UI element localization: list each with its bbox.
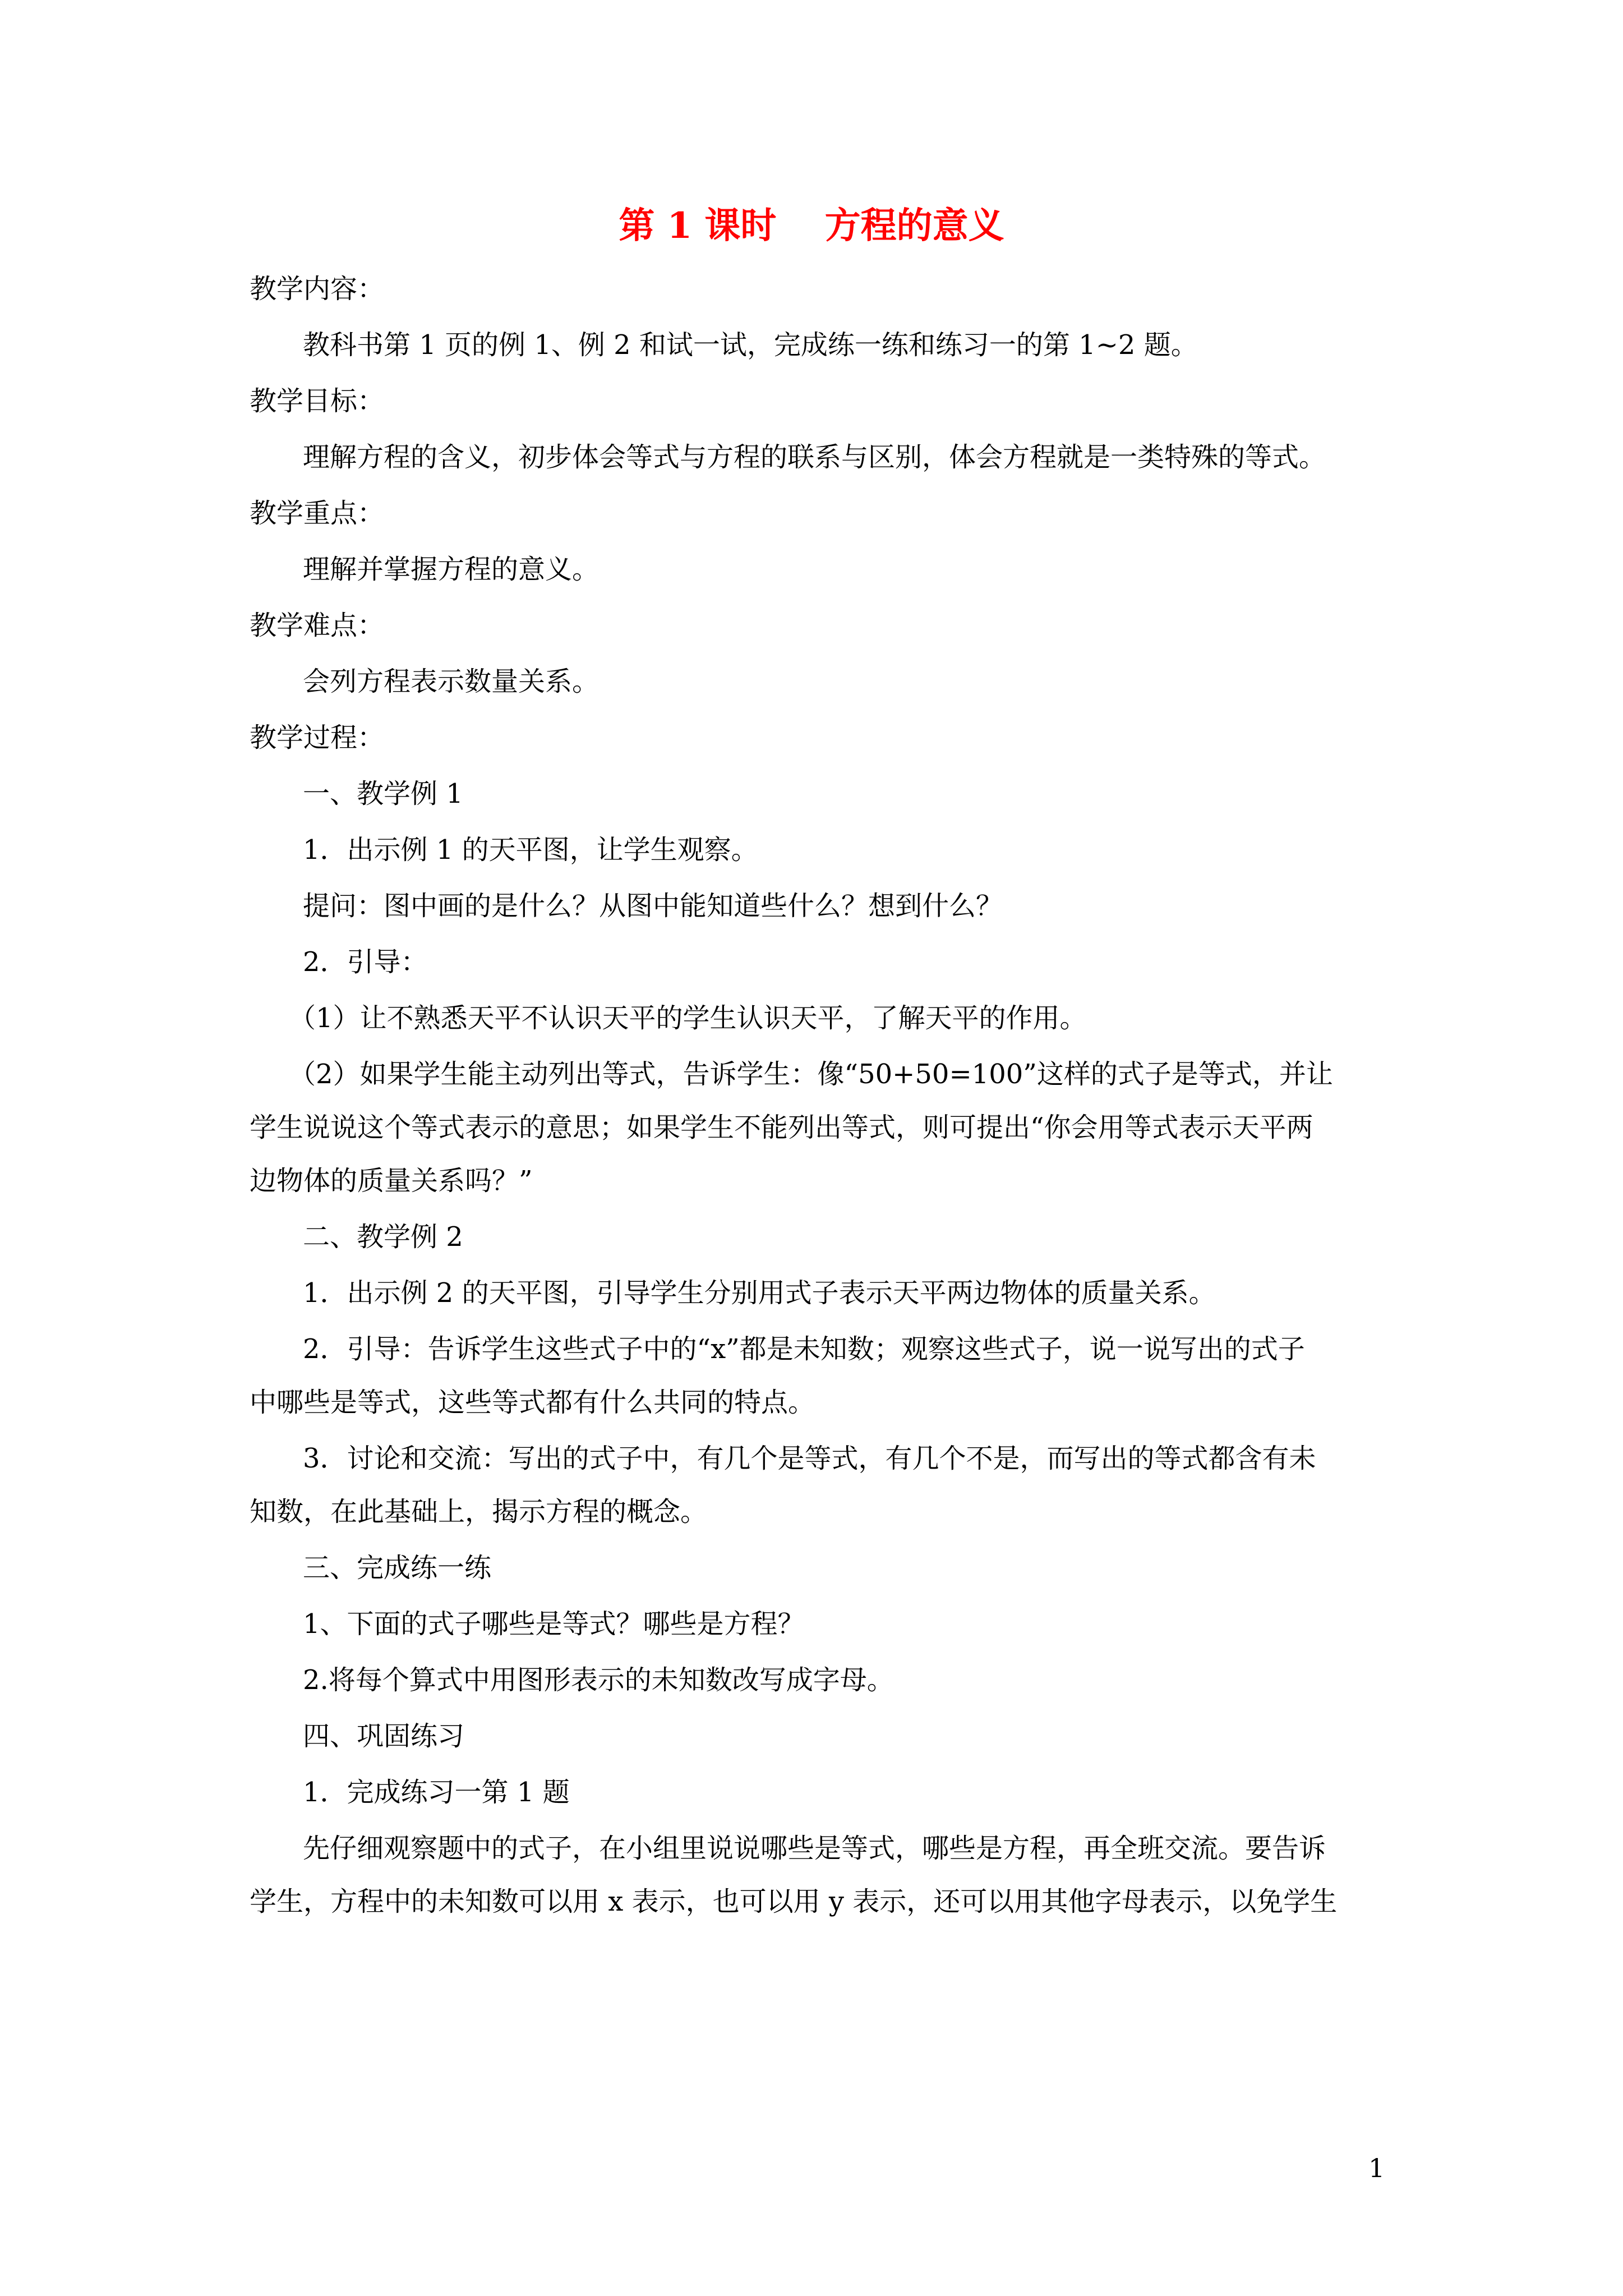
part3-heading: 三、完成练一练: [303, 1552, 492, 1584]
part4-item1: 1．完成练习一第 1 题: [303, 1777, 570, 1808]
process-heading: 教学过程：: [250, 722, 385, 753]
difficulty-heading: 教学难点：: [250, 610, 385, 641]
key-text: 理解并掌握方程的意义。: [303, 554, 600, 585]
part1-heading: 一、教学例 1: [303, 778, 463, 809]
part1-sub1: （1）让不熟悉天平不认识天平的学生认识天平，了解天平的作用。: [289, 1002, 1087, 1034]
part3-item1: 1、下面的式子哪些是等式？哪些是方程？: [303, 1608, 805, 1640]
part1-item2: 2．引导：: [303, 946, 428, 978]
part1-sub2-line2: 学生说说这个等式表示的意思；如果学生不能列出等式，则可提出“你会用等式表示天平两: [250, 1112, 1313, 1143]
content-heading: 教学内容：: [250, 273, 385, 305]
part2-item2-line2: 中哪些是等式，这些等式都有什么共同的特点。: [250, 1387, 815, 1418]
part1-sub2-line3: 边物体的质量关系吗？”: [250, 1165, 533, 1197]
part4-heading: 四、巩固练习: [303, 1720, 465, 1752]
difficulty-text: 会列方程表示数量关系。: [303, 666, 600, 697]
content-text: 教科书第 1 页的例 1、例 2 和试一试，完成练一练和练习一的第 1~2 题。: [303, 329, 1198, 361]
part2-item3-line1: 3．讨论和交流：写出的式子中，有几个是等式，有几个不是，而写出的等式都含有未: [303, 1443, 1316, 1474]
page-number: 1: [1368, 2153, 1385, 2183]
part2-item1: 1．出示例 2 的天平图，引导学生分别用式子表示天平两边物体的质量关系。: [303, 1277, 1216, 1309]
key-heading: 教学重点：: [250, 498, 385, 529]
goal-text: 理解方程的含义，初步体会等式与方程的联系与区别，体会方程就是一类特殊的等式。: [303, 441, 1326, 473]
part4-text-line2: 学生，方程中的未知数可以用 x 表示，也可以用 y 表示，还可以用其他字母表示，以免学生: [250, 1886, 1338, 1917]
part4-text-line1: 先仔细观察题中的式子，在小组里说说哪些是等式，哪些是方程，再全班交流。要告诉: [303, 1833, 1326, 1864]
part2-heading: 二、教学例 2: [303, 1221, 463, 1253]
goal-heading: 教学目标：: [250, 385, 385, 417]
page-title: 第 1 课时 方程的意义: [619, 205, 1004, 247]
part2-item2-line1: 2．引导：告诉学生这些式子中的“x”都是未知数；观察这些式子，说一说写出的式子: [303, 1333, 1305, 1365]
part1-question: 提问：图中画的是什么？从图中能知道些什么？想到什么？: [303, 890, 1003, 922]
part3-item2: 2.将每个算式中用图形表示的未知数改写成字母。: [303, 1664, 894, 1696]
part2-item3-line2: 知数，在此基础上，揭示方程的概念。: [250, 1496, 708, 1527]
part1-sub2-line1: （2）如果学生能主动列出等式，告诉学生：像“50+50=100”这样的式子是等式，并让: [289, 1059, 1333, 1090]
part1-item1: 1．出示例 1 的天平图，让学生观察。: [303, 834, 758, 866]
